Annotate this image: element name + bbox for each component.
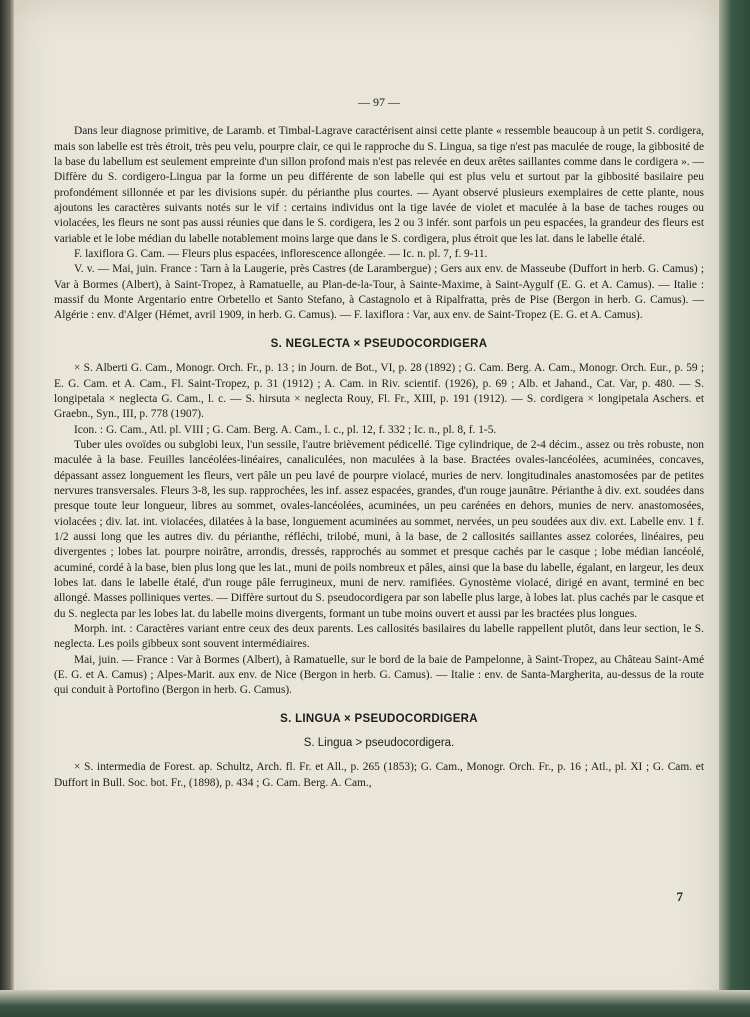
page-edge-right (719, 0, 750, 1017)
page-edge-bottom (0, 990, 750, 1017)
paragraph-description: Tuber ules ovoïdes ou subglobi leux, l'un sessile, l'autre brièvement pédicellé. Tige cylindrique, de 2-4 décim., assez ou très robuste, non maculée à la base. Feuilles lancéolées-linéaires, canaliculées, non maculées à la base. Bractées ovales-lancéolées, acuminées, concaves, dépassant assez longuement les fleurs, vert pâle un peu lavé de pourpre violacé, muries de nerv. longitudinales anastomosées par de petites nervures transversales. Fleurs 3-8, les sup. rapprochées, les inf. assez espacées, grandes, d'un rouge jaunâtre. Périanthe à div. ext. soudées dans presque toute leur longueur, libres au sommet, ovales-lancéolées, acuminées, un peu carénées en dehors, munies de nerv. anastomosées, violacées ; div. lat. int. violacées, dilatées à la base, longuement acuminées au sommet, nervées, un peu soudées aux div. ext. Labelle env. 1 f. 1/2 aussi long que les autres div. du périanthe, réfléchi, trilobé, muni, à la base, de 2 callosités saillantes assez colorées, linéaires, peu divergentes ; lobes lat. pourpre noirâtre, arrondis, dressés, rapprochés au sommet et presque cachés par le casque ; lobe médian lancéolé, acuminé, cordé à la base, bien plus long que les lat., muni de poils nombreux et pâles, ainsi que la base du labelle, égalant, en largeur, les deux lobes lat. dans le labelle étalé, d'un rouge pâle ferrugineux, muni de nerv. ramifiées. Gynostème violacé, dirigé en avant, terminé en bec allongé. Masses polliniques vertes. — Diffère surtout du S. pseudocordigera par son labelle plus large, à lobes lat. plus cachés par le casque et du S. neglecta par les lobes lat. du labelle moins divergents, formant un tube moins ouvert et aussi par les bractées plus longues. (54, 438, 704, 620)
paragraph-laxiflora: F. laxiflora G. Cam. — Fleurs plus espacées, inflorescence allongée. — Ic. n. pl. 7, f. 9-11. (74, 248, 488, 261)
signature-mark: 7 (676, 889, 683, 904)
book-page (14, 0, 719, 1017)
page-content (54, 95, 704, 791)
subheading-lingua: S. Lingua > pseudocordigera. (303, 737, 455, 750)
paragraph-intermedia: × S. intermedia de Forest. ap. Schultz, Arch. fl. Fr. et All., p. 265 (1853); G. Cam., Monogr. Orch. Fr., p. 16 ; Atl., pl. XI ; G. Cam. et Duffort in Bull. Soc. bot. Fr., (1898), p. 434 ; G. Cam. Berg. A. Cam., (54, 761, 704, 789)
paragraph-icon: Icon. : G. Cam., Atl. pl. VIII ; G. Cam. Berg. A. Cam., l. c., pl. 12, f. 332 ; Ic. n., pl. 8, f. 1-5. (74, 423, 497, 436)
paragraph-diagnose: Dans leur diagnose primitive, de Laramb. et Timbal-Lagrave caractérisent ainsi cette plante « ressemble beaucoup à un petit S. cordigera, mais son labelle est très étroit, très peu velu, pourpre clair, ce qui le rapproche du S. Lingua, sa tige n'est pas maculée de rouge, la gibbosité de la base du labellum est seulement empreinte d'un sillon profond mais n'est pas relevée en deux arêtes saillantes comme dans le cordigera ». — Diffère du S. cordigero-Lingua par la forme un peu différente de son labelle qui est plus velu et surtout par la gibbosité basilaire peu profondément sillonnée et par les divisions supér. du périanthe plus courtes. — Ayant observé plusieurs exemplaires de cette plante, nous ajoutons les caractères suivants notés sur le vif : certains individus ont la tige lavée de violet et maculée à la base de taches rouges ou violacées, les fleurs ne sont pas aussi réunies que dans le S. cordigera, les 2 ou 3 infér. sont parfois un peu espacées, la grandeur des fleurs est variable et le lobe médian du labelle notablement moins large que dans le S. cordigera, plus étroit que les lat. dans le labelle étalé. (54, 125, 704, 245)
paragraph-morph: Morph. int. : Caractères variant entre ceux des deux parents. Les callosités basilaires du labelle rappellent plutôt, dans leur section, le S. neglecta. Les poils gibbeux sont souvent intermédiaires. (54, 623, 704, 651)
page-number: — 97 — (358, 95, 400, 109)
paragraph-alberti-synonymy: × S. Alberti G. Cam., Monogr. Orch. Fr., p. 13 ; in Journ. de Bot., VI, p. 28 (1892) ; G. Cam. Berg. A. Cam., Monogr. Orch. Eur., p. 59 ; E. G. Cam. et A. Cam., Fl. Saint-Tropez, p. 31 (1912) ; A. Cam. in Riv. scientif. (1926), p. 69 ; Alb. et Jahand., Cat. Var, p. 480. — S. longipetala × neglecta G. Cam., l. c. — S. hirsuta × neglecta Rouy, Fl. Fr., XIII, p. 191 (1912). — S. cordigera × longipetala Aschers. et Graebn., Syn., III, p. 778 (1907). (54, 362, 704, 421)
book-gutter (0, 0, 14, 1017)
section-heading-lingua: S. LINGUA × PSEUDOCORDIGERA (280, 712, 478, 725)
paragraph-distribution: Mai, juin. — France : Var à Bormes (Albert), à Ramatuelle, sur le bord de la baie de Pampelonne, à Saint-Tropez, au Château Saint-Amé (E. G. et A. Camus) ; Alpes-Marit. aux env. de Nice (Bergon in herb. G. Camus). — Italie : env. de Santa-Margherita, au-dessus de la route qui conduit à Portofino (Bergon in herb. G. Camus). (54, 653, 704, 697)
paragraph-localities: V. v. — Mai, juin. France : Tarn à la Laugerie, près Castres (de Larambergue) ; Gers aux env. de Masseube (Duffort in herb. G. Camus) ; Var à Bormes (Albert), à Saint-Tropez, à Ramatuelle, au Plan-de-la-Tour, à Sainte-Maxime, à Saint-Aygulf (E. G. et A. Camus). — Italie : massif du Monte Argentario entre Orbetello et Santo Stefano, à Castagnolo et à Ripalfratta, près de Pise (Bergon in herb. G. Camus). — Algérie : env. d'Alger (Hémet, avril 1909, in herb. G. Camus). — F. laxiflora : Var, aux env. de Saint-Tropez (E. G. et A. Camus). (54, 263, 704, 322)
section-heading-neglecta: S. NEGLECTA × PSEUDOCORDIGERA (270, 337, 488, 350)
